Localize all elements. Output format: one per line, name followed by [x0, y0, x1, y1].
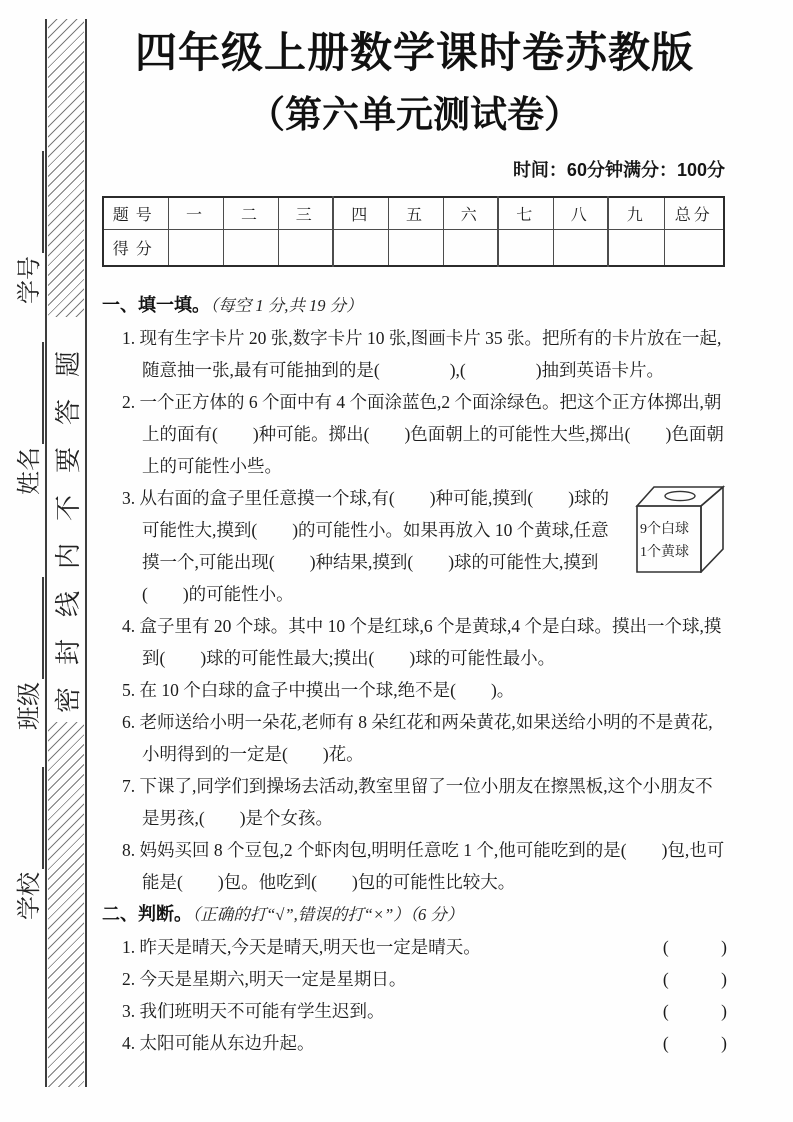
box-label-line1: 9个白球: [640, 522, 689, 537]
fill-question-5: 5. 在 10 个白球的盒子中摸出一个球,绝不是( )。: [122, 680, 515, 700]
fill-question-4: 4. 盒子里有 20 个球。其中 10 个是红球,6 个是黄球,4 个是白球。摸出一个球,摸到( )球的可能性最大;摸出( )球的可能性最小。: [122, 616, 722, 668]
name-text: 姓名: [17, 447, 43, 495]
score-header-cell: 六: [443, 197, 498, 229]
score-cell: [498, 229, 553, 266]
judgment-item-text: 3. 我们班明天不可能有学生迟到。: [122, 1001, 385, 1021]
class-label: [10, 560, 44, 730]
paper-subtitle: （第六单元测试卷）: [248, 94, 581, 135]
answer-blank: ( ): [662, 1033, 727, 1053]
score-header-cell: 五: [388, 197, 443, 229]
exam-meta: 时间：60分钟满分：100分: [512, 160, 725, 180]
score-cell: [664, 229, 724, 266]
section1-heading: [102, 289, 727, 322]
answer-blank: ( ): [662, 969, 727, 989]
score-header-cell: 题号: [103, 197, 168, 229]
section1-heading-note: （每空 1 分,共 19 分）: [210, 296, 363, 315]
judgment-item-text: 4. 太阳可能从东边升起。: [122, 1033, 315, 1053]
fill-question-1: 1. 现有生字卡片 20 张,数字卡片 10 张,图画卡片 35 张。把所有的卡片放在一起,随意抽一张,最有可能抽到的是( ),( )抽到英语卡片。: [122, 328, 722, 380]
hatch-pattern-bottom: [48, 722, 84, 1087]
seal-notice-text: 密封线内不要答题: [54, 329, 83, 714]
student-id-blank-line: [38, 151, 44, 253]
ball-box-illustration: [635, 485, 727, 573]
question-body: [102, 289, 727, 1059]
section2-heading-note: （正确的打“√”,错误的打“×”）（6 分）: [192, 905, 464, 924]
score-cell: [168, 229, 223, 266]
score-row-label: 得分: [103, 229, 168, 266]
box-hole-icon: [665, 491, 695, 500]
score-header-cell: 八: [553, 197, 608, 229]
answer-blank: ( ): [662, 1001, 727, 1021]
hatch-pattern-top: [48, 19, 84, 317]
score-table-header-row: [103, 197, 724, 229]
score-cell: [608, 229, 664, 266]
score-table: [102, 196, 725, 267]
name-label: [10, 325, 44, 495]
score-header-cell: 一: [168, 197, 223, 229]
section2-heading: [102, 898, 727, 931]
score-header-cell: 七: [498, 197, 553, 229]
fill-question-7: 7. 下课了,同学们到操场去活动,教室里留了一位小朋友在擦黑板,这个小朋友不是男孩,( )是个女孩。: [122, 776, 713, 828]
student-id-label: [10, 134, 44, 304]
judgment-item-3: [102, 995, 727, 1027]
fill-question-8: 8. 妈妈买回 8 个豆包,2 个虾肉包,明明任意吃 1 个,他可能吃到的是( )包,也可能是( )包。他吃到( )包的可能性比较大。: [122, 840, 725, 892]
section1-heading-label: 一、填一填。: [102, 295, 210, 315]
class-text: 班级: [17, 682, 43, 730]
judgment-item-4: [102, 1027, 727, 1059]
judgment-item-2: [102, 963, 727, 995]
judgment-item-text: 1. 昨天是晴天,今天是晴天,明天也一定是晴天。: [122, 937, 481, 957]
paper-content: [102, 0, 727, 1059]
score-cell: [223, 229, 278, 266]
score-header-cell: 二: [223, 197, 278, 229]
school-text: 学校: [17, 872, 43, 920]
student-id-text: 学号: [17, 256, 43, 304]
score-header-cell: 四: [333, 197, 388, 229]
school-label: [10, 750, 44, 920]
score-cell: [278, 229, 333, 266]
seal-line-right: [85, 19, 87, 1087]
seal-line-left: [45, 19, 47, 1087]
paper-title: 四年级上册数学课时卷苏教版: [134, 29, 694, 76]
score-table-score-row: [103, 229, 724, 266]
score-cell: [333, 229, 388, 266]
score-header-cell: 三: [278, 197, 333, 229]
score-header-cell: 九: [608, 197, 664, 229]
fill-question-6: 6. 老师送给小明一朵花,老师有 8 朵红花和两朵黄花,如果送给小明的不是黄花,小明得到的一定是( )花。: [122, 712, 713, 764]
name-blank-line: [38, 342, 44, 444]
score-cell: [443, 229, 498, 266]
score-cell: [553, 229, 608, 266]
judgment-item-1: [102, 931, 727, 963]
fill-question-3-text: 3. 从右面的盒子里任意摸一个球,有( )种可能,摸到( )球的可能性大,摸到( )的可能性小。如果再放入 10 个黄球,任意摸一个,可能出现( )种结果,摸到( )球的可能性大,摸到( )的可能性小。: [122, 488, 610, 604]
box-label-line2: 1个黄球: [640, 545, 689, 560]
score-header-cell: 总分: [664, 197, 724, 229]
answer-blank: ( ): [662, 937, 727, 957]
fill-question-2: 2. 一个正方体的 6 个面中有 4 个面涂蓝色,2 个面涂绿色。把这个正方体掷出,朝上的面有( )种可能。掷出( )色面朝上的可能性大些,掷出( )色面朝上的可能性小些。: [122, 392, 724, 476]
school-blank-line: [38, 767, 44, 869]
score-cell: [388, 229, 443, 266]
section2-heading-label: 二、判断。: [102, 904, 192, 924]
judgment-item-text: 2. 今天是星期六,明天一定是星期日。: [122, 969, 407, 989]
class-blank-line: [38, 577, 44, 679]
fill-question-3: [102, 482, 727, 610]
